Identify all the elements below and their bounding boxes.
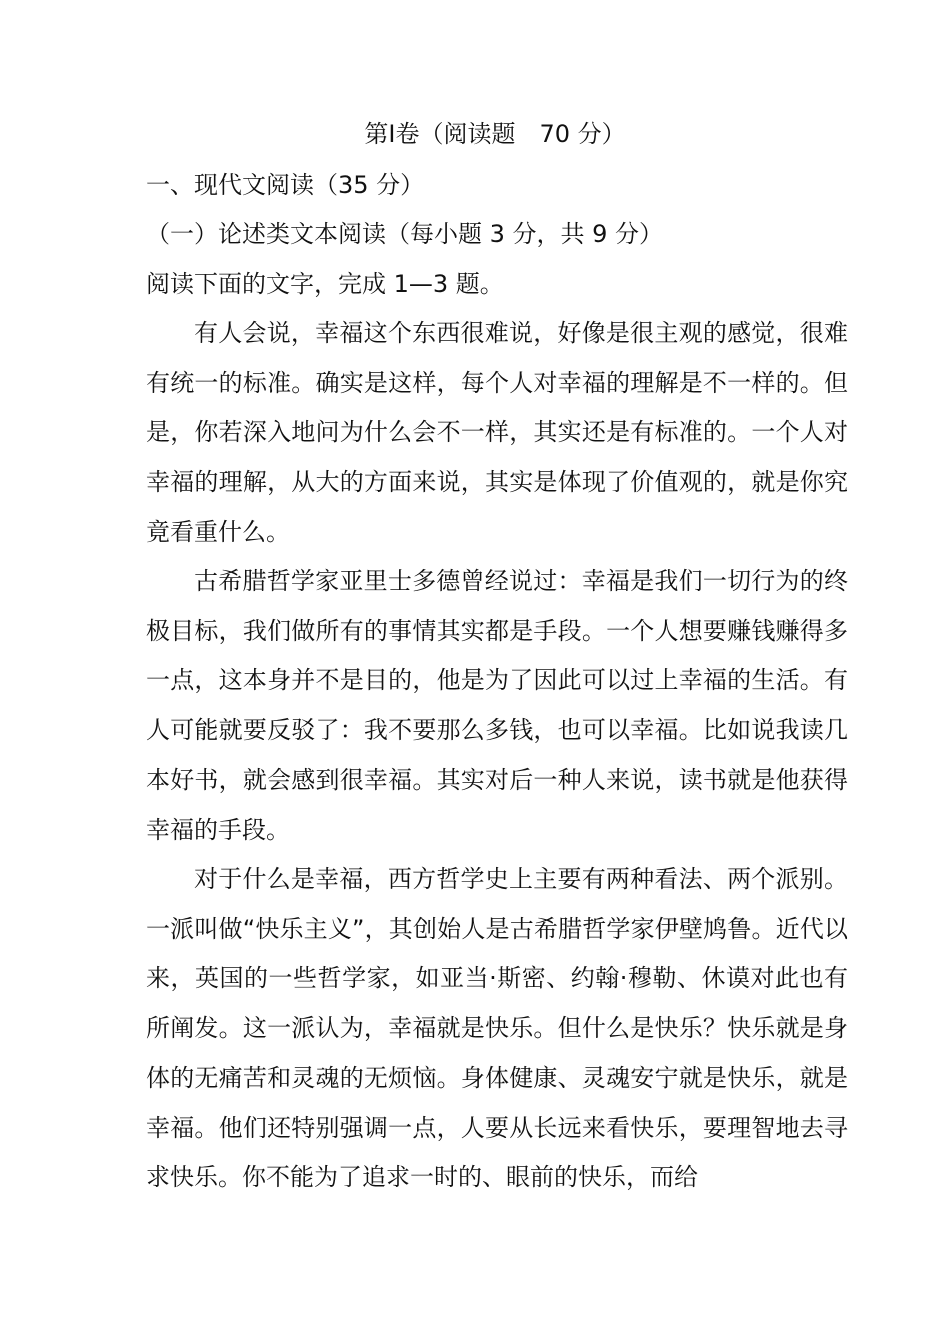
exam-part-title: 第Ⅰ卷（阅读题 70 分） <box>364 120 626 148</box>
passage-paragraph-3: 对于什么是幸福，西方哲学史上主要有两种看法、两个派别。一派叫做“快乐主义”，其创始人是古希腊哲学家伊壁鸠鲁。近代以来，英国的一些哲学家，如亚当·斯密、约翰·穆勒、休谟对此也有所阐发。这一派认为，幸福就是快乐。但什么是快乐？快乐就是身体的无痛苦和灵魂的无烦恼。身体健康、灵魂安宁就是快乐，就是幸福。他们还特别强调一点，人要从长远来看快乐，要理智地去寻求快乐。你不能为了追求一时的、眼前的快乐，而给 <box>146 865 848 1192</box>
passage-paragraph-1: 有人会说，幸福这个东西很难说，好像是很主观的感觉，很难有统一的标准。确实是这样，每个人对幸福的理解是不一样的。但是，你若深入地问为什么会不一样，其实还是有标准的。一个人对幸福的理解，从大的方面来说，其实是体现了价值观的，就是你究竟看重什么。 <box>146 319 848 546</box>
section-heading: 一、现代文阅读（35 分） <box>146 171 425 199</box>
passage-paragraph-2: 古希腊哲学家亚里士多德曾经说过：幸福是我们一切行为的终极目标，我们做所有的事情其实都是手段。一个人想要赚钱赚得多一点，这本身并不是目的，他是为了因此可以过上幸福的生活。有人可能就要反驳了：我不要那么多钱，也可以幸福。比如说我读几本好书，就会感到很幸福。其实对后一种人来说，读书就是他获得幸福的手段。 <box>146 567 848 844</box>
reading-instruction: 阅读下面的文字，完成 1—3 题。 <box>146 270 504 298</box>
subsection-heading: （一）论述类文本阅读（每小题 3 分，共 9 分） <box>146 220 664 248</box>
